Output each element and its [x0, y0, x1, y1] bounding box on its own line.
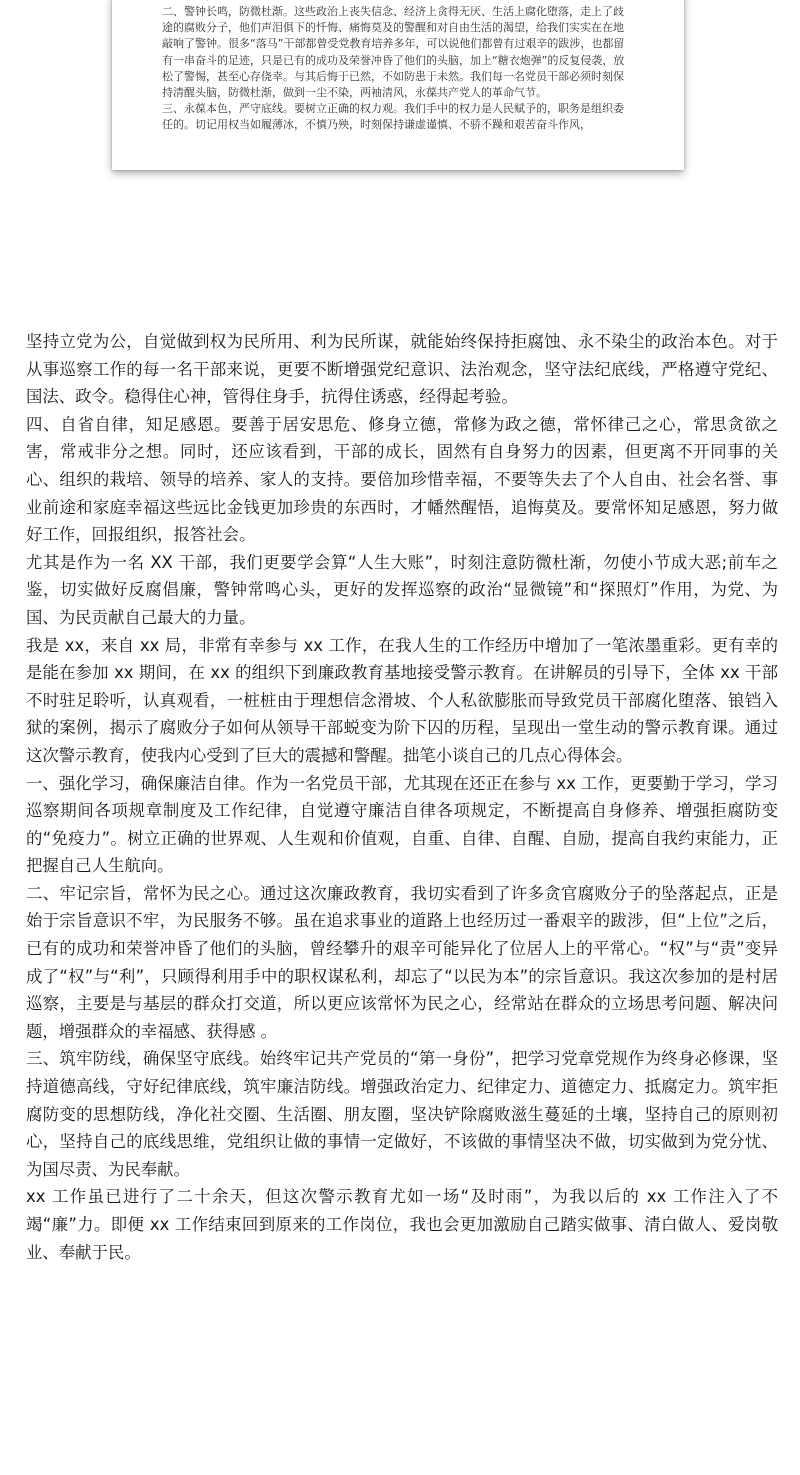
preview-paragraph: 二、警钟长鸣，防微杜渐。这些政治上丧失信念、经济上贪得无厌、生活上腐化堕落，走上了歧途的腐败分子，他们声泪俱下的忏悔、痛悔莫及的警醒和对自由生活的渴望，给我们实实在在地敲响了警钟。很多“落马”干部都曾受党教育培养多年，可以说他们都曾有过艰辛的跋涉，也都留有一串奋斗的足迹，只是已有的成功及荣誉冲昏了他们的头脑，加上“糖衣炮弹”的反复侵袭，放松了警惕，甚至心存侥幸。与其后悔于已然，不如防患于未然。我们每一名党员干部必须时刻保持清醒头脑，防微杜渐，做到一尘不染，两袖清风，永葆共产党人的革命气节。 [162, 5, 625, 100]
preview-text [162, 0, 632, 134]
document-body [26, 328, 778, 1266]
preview-paragraph: 三、永葆本色，严守底线。要树立正确的权力观。我们手中的权力是人民赋予的，职务是组织委任的。切记用权当如履薄冰，不慎乃殃，时刻保持谦虚谨慎、不骄不躁和艰苦奋斗作风， [162, 102, 624, 132]
preview-first-line-text [162, 0, 360, 3]
body-paragraph: 我是 xx，来自 xx 局，非常有幸参与 xx 工作，在我人生的工作经历中增加了一笔浓墨重彩。更有幸的是能在参加 xx 期间，在 xx 的组织下到廉政教育基地接受警示教育。在讲解员的引导下，全体 xx 干部不时驻足聆听，认真观看，一桩桩由于理想信念滑坡、个人私欲膨胀而导致党员干部腐化堕落、锒铛入狱的案例，揭示了腐败分子如何从领导干部蜕变为阶下囚的历程，呈现出一堂生动的警示教育课。通过这次警示教育，使我内心受到了巨大的震撼和警醒。拙笔小谈自己的几点心得体会。 [26, 635, 778, 765]
body-paragraph: 坚持立党为公，自觉做到权为民所用、利为民所谋，就能始终保持拒腐蚀、永不染尘的政治本色。对于从事巡察工作的每一名干部来说，更要不断增强党纪意识、法治观念，坚守法纪底线，严格遵守党纪、国法、政令。稳得住心神，管得住身手，抗得住诱惑，经得起考验。 [26, 332, 778, 407]
document-preview-card [112, 0, 684, 170]
preview-first-line [162, 0, 632, 4]
body-paragraph: 尤其是作为一名 XX 干部，我们更要学会算“人生大账”，时刻注意防微杜渐，勿使小节成大恶;前车之鉴，切实做好反腐倡廉，警钟常鸣心头，更好的发挥巡察的政治“显微镜”和“探照灯”作用，为党、为国、为民贡献自己最大的力量。 [26, 552, 778, 627]
body-paragraph: 四、自省自律，知足感恩。要善于居安思危、修身立德，常修为政之德，常怀律己之心，常思贪欲之害，常戒非分之想。同时，还应该看到，干部的成长，固然有自身努力的因素，但更离不开同事的关心、组织的栽培、领导的培养、家人的支持。要倍加珍惜幸福，不要等失去了个人自由、社会名誉、事业前途和家庭幸福这些远比金钱更加珍贵的东西时，才幡然醒悟，追悔莫及。要常怀知足感恩，努力做好工作，回报组织，报答社会。 [26, 414, 778, 545]
body-paragraph: 一、强化学习，确保廉洁自律。作为一名党员干部，尤其现在还正在参与 xx 工作，更要勤于学习，学习巡察期间各项规章制度及工作纪律，自觉遵守廉洁自律各项规定，不断提高自身修养、增强拒腐防变的“免疫力”。树立正确的世界观、人生观和价值观，自重、自律、自醒、自励，提高自我约束能力，正把握自己人生航向。 [26, 773, 778, 876]
body-paragraph: xx 工作虽已进行了二十余天，但这次警示教育尤如一场“及时雨”，为我以后的 xx 工作注入了不竭“廉”力。即便 xx 工作结束回到原来的工作岗位，我也会更加激励自己踏实做事、清白做人、爱岗敬业、奉献于民。 [26, 1187, 778, 1262]
body-paragraph: 三、筑牢防线，确保坚守底线。始终牢记共产党员的“第一身份”，把学习党章党规作为终身必修课，坚持道德高线，守好纪律底线，筑牢廉洁防线。增强政治定力、纪律定力、道德定力、抵腐定力。筑牢拒腐防变的思想防线，净化社交圈、生活圈、朋友圈，坚决铲除腐败滋生蔓延的土壤，坚持自己的原则初心，坚持自己的底线思维，党组织让做的事情一定做好，不该做的事情坚决不做，切实做到为党分忧、为国尽责、为民奉献。 [26, 1049, 778, 1179]
body-paragraph: 二、牢记宗旨，常怀为民之心。通过这次廉政教育，我切实看到了许多贪官腐败分子的坠落起点，正是始于宗旨意识不牢，为民服务不够。虽在追求事业的道路上也经历过一番艰辛的跋涉，但“上位”之后，已有的成功和荣誉冲昏了他们的头脑，曾经攀升的艰辛可能异化了位居人上的平常心。“权”与“责”变异成了“权”与“利”，只顾得利用手中的职权谋私利，却忘了“以民为本”的宗旨意识。我这次参加的是村居巡察，主要是与基层的群众打交道，所以更应该常怀为民之心，经常站在群众的立场思考问题、解决问题，增强群众的幸福感、获得感 。 [26, 883, 778, 1041]
